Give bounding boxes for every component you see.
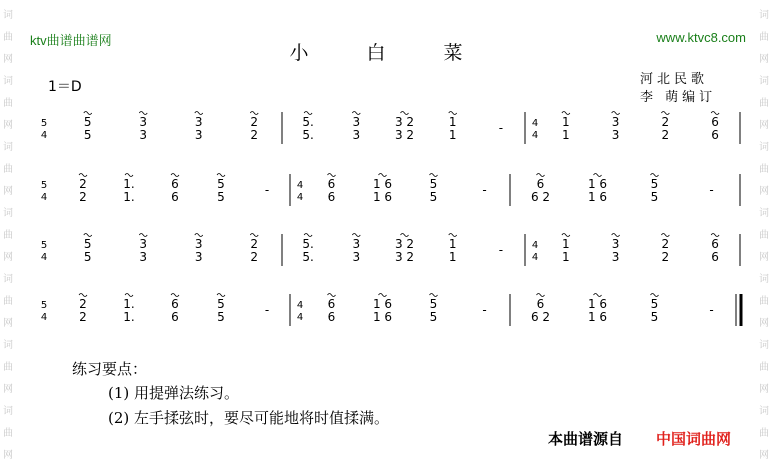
lower-note: 1 — [562, 250, 570, 264]
lower-note: 5 — [650, 310, 659, 324]
upper-note: 1 6 — [372, 177, 393, 191]
side-watermark-glyph: 曲 — [759, 428, 769, 439]
upper-note: 1 — [562, 237, 570, 251]
lower-note: 1 6 — [372, 190, 393, 204]
lower-note: 5. — [302, 128, 314, 142]
time-signature-bottom: 4 — [40, 252, 48, 263]
lower-note: 5 — [217, 190, 225, 204]
upper-note: 6 — [171, 297, 179, 311]
side-watermark-glyph: 网 — [759, 186, 769, 197]
upper-note: 1 6 — [587, 297, 608, 311]
upper-note: 5. — [302, 237, 314, 251]
side-watermark-glyph: 词 — [3, 340, 13, 351]
lower-note: 6 — [711, 250, 719, 264]
lower-note: 3 — [611, 128, 620, 142]
lower-note: 5 — [83, 250, 92, 264]
side-watermark-glyph: 曲 — [3, 230, 13, 241]
side-watermark-glyph: 曲 — [3, 98, 13, 109]
side-watermark-glyph: 网 — [3, 318, 13, 329]
side-watermark-glyph: 曲 — [3, 362, 13, 373]
side-watermark-glyph: 词 — [3, 10, 13, 21]
side-watermark-glyph: 词 — [759, 10, 769, 21]
lower-note: 6 — [327, 310, 336, 324]
lower-note: 3 — [352, 128, 361, 142]
sustain-dash: - — [498, 243, 504, 257]
time-signature-top: 5 — [40, 118, 48, 129]
upper-note: 5 — [83, 115, 92, 129]
sustain-dash: - — [709, 183, 714, 197]
source-site: 中国词曲网 — [656, 431, 732, 448]
lower-note: 2 — [250, 250, 259, 264]
sustain-dash: - — [482, 183, 487, 197]
sustain-dash: - — [482, 303, 487, 317]
time-signature-bottom: 4 — [296, 312, 304, 323]
upper-note: 2 — [250, 115, 259, 129]
lower-note: 1 — [562, 128, 570, 142]
side-watermark-glyph: 网 — [759, 318, 769, 329]
upper-note: 2 — [661, 237, 670, 251]
side-watermark-glyph: 词 — [759, 208, 769, 219]
time-signature-bottom: 4 — [40, 130, 48, 141]
lower-note: 1 — [448, 250, 457, 264]
time-signature-bottom: 4 — [296, 192, 304, 203]
time-signature-top: 4 — [531, 240, 539, 251]
side-watermark-glyph: 网 — [3, 186, 13, 197]
upper-note: 3 — [194, 115, 203, 129]
upper-note: 1 6 — [587, 177, 608, 191]
left-watermark-text: ktv曲谱曲谱网 — [30, 33, 112, 48]
upper-note: 3 — [352, 115, 361, 129]
upper-note: 2 — [79, 297, 87, 311]
time-signature-top: 5 — [40, 300, 48, 311]
upper-note: 6 — [327, 177, 336, 191]
time-signature-bottom: 4 — [531, 130, 539, 141]
lower-note: 1 6 — [587, 190, 608, 204]
lower-note: 6 2 — [530, 190, 551, 204]
upper-note: 6 — [536, 177, 545, 191]
lower-note: 3 — [139, 250, 148, 264]
time-signature-top: 4 — [531, 118, 539, 129]
lower-note: 2 — [661, 128, 670, 142]
arranger-credit: 李 萌编订 — [640, 90, 717, 105]
time-signature-bottom: 4 — [40, 312, 48, 323]
time-signature-top: 5 — [40, 240, 48, 251]
lower-note: 5 — [217, 310, 225, 324]
upper-note: 6 — [711, 115, 719, 129]
side-watermark-glyph: 网 — [3, 120, 13, 131]
lower-note: 5 — [429, 190, 438, 204]
sustain-dash: - — [264, 303, 270, 317]
lower-note: 1. — [123, 310, 135, 324]
lower-note: 1 — [448, 128, 457, 142]
practice-note-item: (1) 用提弹法练习。 — [108, 384, 240, 402]
source-label: 本曲谱源自 — [548, 431, 624, 448]
right-watermark-url: www.ktvc8.com — [656, 30, 746, 45]
side-watermark-glyph: 曲 — [3, 164, 13, 175]
upper-note: 5 — [650, 177, 659, 191]
sustain-dash: - — [709, 303, 714, 317]
key-signature: 1＝D — [48, 79, 82, 95]
side-watermark-glyph: 曲 — [759, 296, 769, 307]
upper-note: 5 — [83, 237, 92, 251]
lower-note: 2 — [661, 250, 670, 264]
upper-note: 3 — [194, 237, 203, 251]
upper-note: 6 — [327, 297, 336, 311]
side-watermark-glyph: 词 — [759, 406, 769, 417]
upper-note: 1 — [448, 115, 457, 129]
time-signature-top: 5 — [40, 180, 48, 191]
upper-note: 5 — [650, 297, 659, 311]
upper-note: 3 2 — [394, 115, 415, 129]
lower-note: 1 6 — [372, 310, 393, 324]
side-watermark-glyph: 词 — [3, 208, 13, 219]
side-watermark-glyph: 曲 — [3, 428, 13, 439]
sustain-dash: - — [498, 121, 504, 135]
upper-note: 3 — [352, 237, 361, 251]
side-watermark-glyph: 词 — [3, 274, 13, 285]
side-watermark-glyph: 网 — [759, 54, 769, 65]
practice-note-item: (2) 左手揉弦时，要尽可能地将时值揉满。 — [108, 409, 390, 427]
upper-note: 1 — [562, 115, 570, 129]
lower-note: 1. — [123, 190, 135, 204]
upper-note: 5 — [217, 177, 225, 191]
upper-note: 3 — [611, 237, 620, 251]
side-watermark-glyph: 网 — [759, 450, 769, 461]
upper-note: 1 6 — [372, 297, 393, 311]
upper-note: 3 — [139, 237, 148, 251]
upper-note: 1 — [448, 237, 457, 251]
upper-note: 5 — [217, 297, 225, 311]
lower-note: 6 2 — [530, 310, 551, 324]
upper-note: 3 2 — [394, 237, 415, 251]
lower-note: 6 — [171, 190, 179, 204]
time-signature-bottom: 4 — [531, 252, 539, 263]
side-watermark-glyph: 曲 — [759, 230, 769, 241]
origin-credit: 河北民歌 — [640, 72, 709, 87]
side-watermark-glyph: 曲 — [759, 164, 769, 175]
side-watermark-glyph: 词 — [759, 76, 769, 87]
upper-note: 6 — [171, 177, 179, 191]
lower-note: 3 — [194, 250, 203, 264]
lower-note: 5 — [429, 310, 438, 324]
upper-note: 2 — [661, 115, 670, 129]
side-watermark-glyph: 网 — [3, 54, 13, 65]
side-watermark-glyph: 网 — [3, 450, 13, 461]
side-watermark-glyph: 网 — [759, 252, 769, 263]
lower-note: 6 — [327, 190, 336, 204]
lower-note: 3 2 — [394, 250, 415, 264]
upper-note: 6 — [536, 297, 545, 311]
side-watermark-glyph: 网 — [3, 384, 13, 395]
lower-note: 2 — [79, 190, 87, 204]
side-watermark-glyph: 词 — [3, 76, 13, 87]
upper-note: 1. — [123, 297, 135, 311]
side-watermark-glyph: 词 — [759, 274, 769, 285]
upper-note: 2 — [79, 177, 87, 191]
upper-note: 1. — [123, 177, 135, 191]
upper-note: 5 — [429, 297, 438, 311]
lower-note: 3 — [139, 128, 148, 142]
upper-note: 6 — [711, 237, 719, 251]
upper-note: 5. — [302, 115, 314, 129]
side-watermark-glyph: 曲 — [759, 32, 769, 43]
lower-note: 2 — [250, 128, 259, 142]
side-watermark-glyph: 曲 — [759, 98, 769, 109]
upper-note: 2 — [250, 237, 259, 251]
time-signature-top: 4 — [296, 180, 304, 191]
upper-note: 3 — [139, 115, 148, 129]
lower-note: 3 — [352, 250, 361, 264]
lower-note: 6 — [711, 128, 719, 142]
side-watermark-glyph: 网 — [759, 384, 769, 395]
lower-note: 5 — [83, 128, 92, 142]
side-watermark-glyph: 曲 — [759, 362, 769, 373]
side-watermark-glyph: 词 — [759, 340, 769, 351]
lower-note: 6 — [171, 310, 179, 324]
lower-note: 2 — [79, 310, 87, 324]
lower-note: 5. — [302, 250, 314, 264]
time-signature-bottom: 4 — [40, 192, 48, 203]
lower-note: 3 2 — [394, 128, 415, 142]
upper-note: 3 — [611, 115, 620, 129]
lower-note: 3 — [611, 250, 620, 264]
side-watermark-glyph: 词 — [3, 406, 13, 417]
time-signature-top: 4 — [296, 300, 304, 311]
side-watermark-glyph: 词 — [759, 142, 769, 153]
side-watermark-glyph: 曲 — [3, 32, 13, 43]
practice-notes-heading: 练习要点： — [72, 360, 148, 378]
side-watermark-glyph: 网 — [3, 252, 13, 263]
side-watermark-glyph: 词 — [3, 142, 13, 153]
song-title: 小 白 菜 — [289, 42, 489, 64]
side-watermark-glyph: 曲 — [3, 296, 13, 307]
side-watermark-glyph: 网 — [759, 120, 769, 131]
sustain-dash: - — [264, 183, 270, 197]
lower-note: 1 6 — [587, 310, 608, 324]
lower-note: 5 — [650, 190, 659, 204]
upper-note: 5 — [429, 177, 438, 191]
lower-note: 3 — [194, 128, 203, 142]
